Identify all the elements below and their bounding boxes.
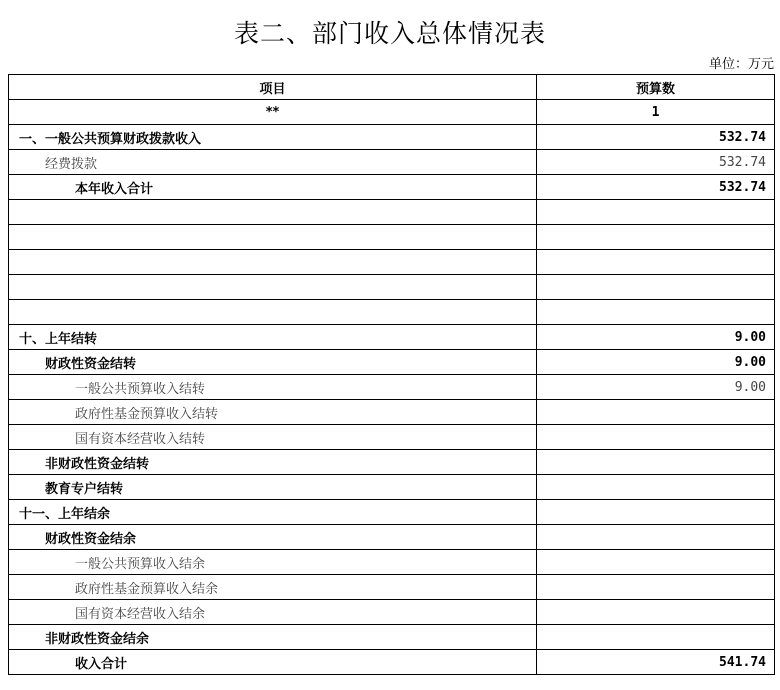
table-row [9,225,775,250]
table-row [9,350,775,375]
row-label: 一般公共预算收入结转 [9,375,537,400]
row-label: 政府性基金预算收入结转 [9,400,537,425]
row-label: 经费拨款 [9,150,537,175]
header-budget: 预算数 [537,75,775,100]
row-value [537,225,775,250]
row-label: 一般公共预算收入结余 [9,550,537,575]
row-label: 政府性基金预算收入结余 [9,575,537,600]
row-value [537,575,775,600]
row-value: 541.74 [537,650,775,675]
row-value: 9.00 [537,350,775,375]
table-row-total [9,650,775,675]
table-row [9,600,775,625]
row-label: 十一、上年结余 [9,500,537,525]
table-row [9,200,775,225]
header-item: 项目 [9,75,537,100]
row-label: 收入合计 [9,650,537,675]
row-value [537,250,775,275]
table-row [9,475,775,500]
row-value: 9.00 [537,375,775,400]
row-value [537,300,775,325]
row-label: 国有资本经营收入结转 [9,425,537,450]
row-label: 教育专户结转 [9,475,537,500]
table-row [9,550,775,575]
table-row [9,150,775,175]
table-row [9,425,775,450]
table-row [9,250,775,275]
row-value: 532.74 [537,175,775,200]
table-row [9,375,775,400]
row-value: 532.74 [537,125,775,150]
row-label: 非财政性资金结转 [9,450,537,475]
row-label [9,200,537,225]
unit-label: 单位：万元 [708,57,774,72]
table-row [9,175,775,200]
index-row [9,100,775,125]
row-value [537,550,775,575]
row-label [9,300,537,325]
table-row [9,125,775,150]
table-row [9,575,775,600]
income-table [8,74,775,675]
table-row [9,400,775,425]
row-label [9,250,537,275]
table-row [9,625,775,650]
row-label: 国有资本经营收入结余 [9,600,537,625]
row-value: 532.74 [537,150,775,175]
index-value: 1 [537,100,775,125]
row-value [537,525,775,550]
table-row [9,325,775,350]
row-label: 财政性资金结余 [9,525,537,550]
row-value [537,475,775,500]
row-value [537,500,775,525]
row-value [537,275,775,300]
table-row [9,450,775,475]
table-row [9,525,775,550]
page-title: 表二、部门收入总体情况表 [233,19,546,48]
table-header-row [9,75,775,100]
row-label: 十、上年结转 [9,325,537,350]
table-row [9,300,775,325]
table-row [9,500,775,525]
table-row [9,275,775,300]
row-value [537,450,775,475]
row-value [537,400,775,425]
row-label: 非财政性资金结余 [9,625,537,650]
row-value [537,200,775,225]
row-value: 9.00 [537,325,775,350]
row-value [537,625,775,650]
row-label [9,225,537,250]
row-label: 本年收入合计 [9,175,537,200]
row-value [537,600,775,625]
row-label [9,275,537,300]
row-value [537,425,775,450]
row-label: 财政性资金结转 [9,350,537,375]
index-item: ** [9,100,537,125]
row-label: 一、一般公共预算财政拨款收入 [9,125,537,150]
